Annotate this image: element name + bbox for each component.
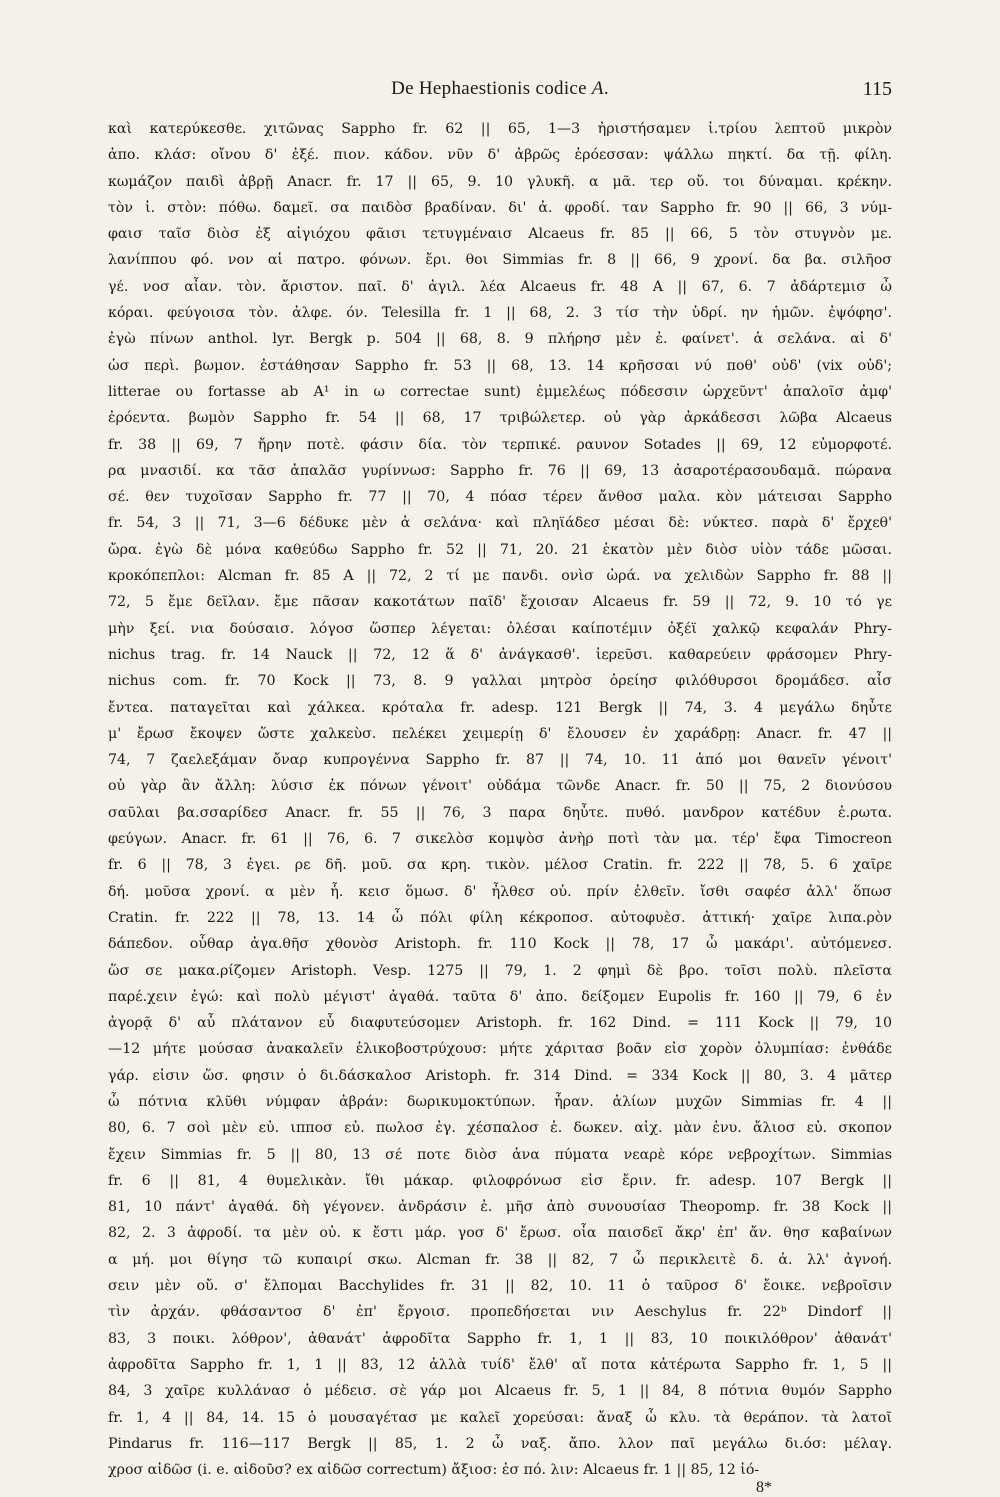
text-line: ρα μνασιδί. κα τᾶσ ἀπαλᾶσ γυρίννωσ: Sappho fr. 76 || 69, 13 ἀσαροτέρασουδαμᾶ. πώρανα: [108, 462, 892, 479]
text-line: fr. 1, 4 || 84, 14. 15 ὁ μουσαγέτασ με καλεῖ χορεύσαι: ἄναξ ὦ κλυ. τὰ θεράπον. τὰ λατοῖ: [108, 1409, 892, 1426]
text-line: ἀφροδῖτα Sappho fr. 1, 1 || 83, 12 ἀλλὰ τυίδ' ἔλθ' αἴ ποτα κἀτέρωτα Sappho fr. 1, 5 ||: [108, 1356, 892, 1373]
text-line: 74, 7 ζαελεξάμαν ὄναρ κυπρογέννα Sappho fr. 87 || 74, 10. 11 ἀπό μοι θανεῖν γένοιτ': [108, 752, 892, 769]
text-line: ἔχειν Simmias fr. 5 || 80, 13 σέ ποτε διὸσ ἀνα πύματα νεαρὲ κόρε νεβροχίτων. Simmias: [108, 1146, 892, 1163]
text-line: γάρ. εἰσιν ὥσ. φησιν ὁ δι.δάσκαλοσ Aristoph. fr. 314 Dind. = 334 Kock || 80, 3. 4 μᾶτερ: [108, 1067, 892, 1084]
text-line: —12 μήτε μούσασ ἀνακαλεῖν ἑλικοβοστρύχουσ: μήτε χάριτασ βοᾶν εἰσ χορὸν ὀλυμπίασ: ἐνθάδε: [108, 1041, 892, 1058]
running-title-codex: A: [591, 78, 604, 99]
text-line: ὦ πότνια κλῦθι νύμφαν ἀβράν: δωρικυμοκτύπων. ἦραν. ἁλίων μυχῶν Simmias fr. 4 ||: [108, 1093, 892, 1110]
text-line: fr. 6 || 78, 3 ἐγει. ρε δῆ. μοῦ. σα κρη. τικὸν. μέλοσ Cratin. fr. 222 || 78, 5. 6 χαῖρε: [108, 857, 892, 874]
text-line: κόραι. φεύγοισα τὸν. ἀλφε. όν. Telesilla fr. 1 || 68, 2. 3 τίσ τὴν ὑδρί. ην ἡμῶν. ἐψόφησ'.: [108, 305, 892, 322]
text-line: fr. 54, 3 || 71, 3—6 δέδυκε μὲν ἁ σελάνα· καὶ πληϊάδεσ μέσαι δὲ: νύκτεσ. παρὰ δ' ἔρχεθ': [108, 515, 892, 532]
text-line: fr. 38 || 69, 7 ἤρην ποτὲ. φάσιν δία. τὸν τερπικέ. ραυνον Sotades || 69, 12 εὐμορφοτέ.: [108, 436, 892, 453]
text-line: ἐγὼ πίνων anthol. lyr. Bergk p. 504 || 68, 8. 9 πλήρησ μὲν ἐ. φαίνετ'. ἁ σελάνα. αἱ δ': [108, 331, 892, 348]
text-line: χροσ αἰδῶσ (i. e. αἰδοῦσ? ex αἰδῶσ correctum) ἄξιοσ: ἐσ πό. λιν: Alcaeus fr. 1 || 85, 12 ἰό-: [108, 1462, 760, 1479]
text-line: ἐρόεντα. βωμὸν Sappho fr. 54 || 68, 17 τριβώλετερ. οὐ γὰρ ἀρκάδεσσι λῶβα Alcaeus: [108, 410, 892, 427]
text-line: 84, 3 χαῖρε κυλλάνασ ὁ μέδεισ. σὲ γάρ μοι Alcaeus fr. 5, 1 || 84, 8 πότνια θυμόν Sappho: [108, 1383, 892, 1400]
text-line: κωμάζον παιδὶ ἀβρῇ Anacr. fr. 17 || 65, 9. 10 γλυκῆ. α μᾶ. τερ οὔ. τοι δύναμαι. κρέκην.: [108, 173, 892, 190]
text-line: Pindarus fr. 116—117 Bergk || 85, 1. 2 ὦ ναξ. ἄπο. λλον παῖ μεγάλω δι.όσ: μέλαγ.: [108, 1435, 892, 1452]
page-number: 115: [862, 78, 892, 100]
text-line: 83, 3 ποικι. λόθρον', ἀθανάτ' ἀφροδῖτα Sappho fr. 1, 1 || 83, 10 ποικιλόθρον' ἀθανάτ': [108, 1330, 892, 1347]
text-line: φαισ ταῖσ διὸσ ἐξ αἰγιόχου φᾶισι τετυγμέναισ Alcaeus fr. 85 || 66, 5 τὸν στυγνὸν με.: [108, 226, 892, 243]
text-line: 72, 5 ἔμε δεῖλαν. ἔμε πᾶσαν κακοτάτων παῖδ' ἔχοισαν Alcaeus fr. 59 || 72, 9. 10 τό γε: [108, 594, 892, 611]
running-title-text: De Hephaestionis codice: [391, 78, 592, 99]
text-line: σέ. θεν τυχοῖσαν Sappho fr. 77 || 70, 4 πόασ τέρεν ἄνθοσ μαλα. κὸν μάτεισαι Sappho: [108, 489, 892, 506]
text-line: σαῦλαι βα.σσαρίδεσ Anacr. fr. 55 || 76, 3 παρα δηὖτε. πυθό. μανδρον κατέδυν ἐ.ρωτα.: [108, 804, 892, 821]
text-line: τὸν ἱ. στὸν: πόθω. δαμεῖ. σα παιδὸσ βραδίναν. δι' ἀ. φροδί. ταν Sappho fr. 90 || 66, 3 νύμ-: [108, 199, 892, 216]
text-line: 82, 2. 3 ἀφροδί. τα μὲν οὐ. κ ἔστι μάρ. γοσ δ' ἔρωσ. οἷα παισδεῖ ἄκρ' ἐπ' ἄν. θησ καβαίνων: [108, 1225, 892, 1242]
running-title: [108, 78, 892, 100]
text-line: γέ. νοσ αἶαν. τὸν. ἄριστον. παῖ. δ' ἀγιλ. λέα Alcaeus fr. 48 A || 67, 6. 7 ἀδάρτεμισ ὦ: [108, 278, 892, 295]
text-line: δή. μοῦσα χρονί. α μὲν ἧ. κεισ ὅμωσ. δ' ἦλθεσ οὐ. πρίν ἐλθεῖν. ἴσθι σαφέσ ἀλλ' ὅπωσ: [108, 883, 892, 900]
page: [108, 78, 892, 1497]
text-line: σειν μὲν οὔ. σ' ἔλπομαι Bacchylides fr. 31 || 82, 10. 11 ὁ ταῦροσ δ' ἔοικε. νεβροῖσιν: [108, 1278, 892, 1295]
text-line: ἀγορᾷ δ' αὖ πλάτανον εὖ διαφυτεύσομεν Aristoph. fr. 162 Dind. = 111 Kock || 79, 10: [108, 1015, 892, 1032]
text-line: καὶ κατερύκεσθε. χιτῶνας Sappho fr. 62 || 65, 1—3 ἠριστήσαμεν ἰ.τρίου λεπτοῦ μικρὸν: [108, 121, 892, 137]
text-line: μ' ἔρωσ ἔκοψεν ὥστε χαλκεὺσ. πελέκει χειμερίῃ δ' ἔλουσεν ἐν χαράδρῃ: Anacr. fr. 47 ||: [108, 725, 892, 742]
text-line: 81, 10 πάντ' ἀγαθά. δὴ γέγονεν. ἀνδράσιν ἐ. μῆσ ἀπὸ συνουσίασ Theopomp. fr. 38 Kock ||: [108, 1199, 892, 1216]
text-line: φεύγων. Anacr. fr. 61 || 76, 6. 7 σικελὸσ κομψὸσ ἀνὴρ ποτὶ τὰν μα. τέρ' ἔφα Timocreon: [108, 831, 892, 848]
text-line: οὐ γὰρ ἂν ἄλλη: λύσισ ἐκ πόνων γένοιτ' οὐδάμα τῶνδε Anacr. fr. 50 || 75, 2 διονύσου: [108, 778, 892, 795]
text-line: τὶν ἀρχάν. φθάσαντοσ δ' ἐπ' ἔργοισ. προπεδήσεται νιν Aeschylus fr. 22ᵇ Dindorf ||: [108, 1304, 892, 1321]
text-line: litterae ου fortasse ab A¹ in ω correctae sunt) ἐμμελέως πόδεσσιν ὠρχεῦντ' ἀπαλοῖσ ἀμφ': [108, 383, 892, 400]
text-line: δάπεδον. οὖθαρ ἀγα.θῆσ χθονὸσ Aristoph. fr. 110 Kock || 78, 17 ὦ μακάρι'. αὐτόμενεσ.: [108, 936, 892, 953]
text-line: 80, 6. 7 σοὶ μὲν εὐ. ιπποσ εὐ. πωλοσ ἐγ. χέσπαλοσ ἐ. δωκεν. αἰχ. μὰν ἐνυ. ἄλιοσ εὐ. σκοπον: [108, 1120, 892, 1137]
text-line: ὥσ σε μακα.ρίζομεν Aristoph. Vesp. 1275 || 79, 1. 2 φημὶ δὲ βρο. τοῖσι πολὺ. πλεῖστα: [108, 962, 892, 979]
text-line: α μή. μοι θίγησ τῶ κυπαιρί σκω. Alcman fr. 38 || 82, 7 ὦ περικλειτὲ δ. ἀ. λλ' ἀγνοή.: [108, 1251, 892, 1268]
body-text: [108, 116, 892, 1483]
signature-mark: 8*: [756, 1479, 772, 1497]
text-line: ἔντεα. παταγεῖται καὶ χάλκεα. κρόταλα fr. adesp. 121 Bergk || 74, 3. 4 μεγάλω δηὖτε: [108, 699, 892, 716]
text-line: μὴν ξεί. νια δούσαισ. λόγοσ ὥσπερ λέγεται: ὀλέσαι καίποτέμιν ὀξέϊ χαλκῷ κεφαλάν Phry-: [108, 620, 892, 637]
text-line: nichus com. fr. 70 Kock || 73, 8. 9 γαλλαι μητρὸσ ὀρείησ φιλόθυρσοι δρομάδεσ. αἶσ: [108, 673, 892, 690]
text-line: κροκόπεπλοι: Alcman fr. 85 A || 72, 2 τί με πανδι. ονὶσ ὠρά. να χελιδὼν Sappho fr. 88 ||: [108, 568, 892, 585]
running-head: [108, 78, 892, 114]
text-line: ὡσ περὶ. βωμον. ἐστάθησαν Sappho fr. 53 || 68, 13. 14 κρῆσσαι νύ ποθ' οὐδ' (vix οὐδ';: [108, 357, 892, 374]
running-title-period: .: [603, 78, 609, 99]
text-line: ἀπο. κλάσ: οἴνου δ' ἐξέ. πιον. κάδον. νῦν δ' ἀβρῶς ἐρόεσσαν: ψάλλω πηκτί. δα τῇ. φίλη.: [108, 147, 892, 164]
text-line: παρέ.χειν ἐγώ: καὶ πολὺ μέγιστ' ἀγαθά. ταῦτα δ' ἀπο. δείξομεν Eupolis fr. 160 || 79, 6 ἐν: [108, 988, 892, 1005]
text-line: nichus trag. fr. 14 Nauck || 72, 12 ἅ δ' ἀνάγκασθ'. ἱερεῦσι. καθαρεύειν φράσομεν Phry-: [108, 646, 892, 663]
text-line: ὤρα. ἐγὼ δὲ μόνα καθεύδω Sappho fr. 52 || 71, 20. 21 ἑκατὸν μὲν διὸσ υἱὸν τάδε μῶσαι.: [108, 541, 892, 558]
text-line: fr. 6 || 81, 4 θυμελικὰν. ἴθι μάκαρ. φιλοφρόνωσ εἰσ ἔριν. fr. adesp. 107 Bergk ||: [108, 1172, 892, 1189]
text-line: λανίππου φό. νον αἱ πατρο. φόνων. ἔρι. θοι Simmias fr. 8 || 66, 9 χρονί. δα βα. σιλῆοσ: [108, 252, 892, 269]
text-line: Cratin. fr. 222 || 78, 13. 14 ὦ πόλι φίλη κέκροποσ. αὐτοφυὲσ. ἀττική· χαῖρε λιπα.ρὸν: [108, 909, 892, 926]
